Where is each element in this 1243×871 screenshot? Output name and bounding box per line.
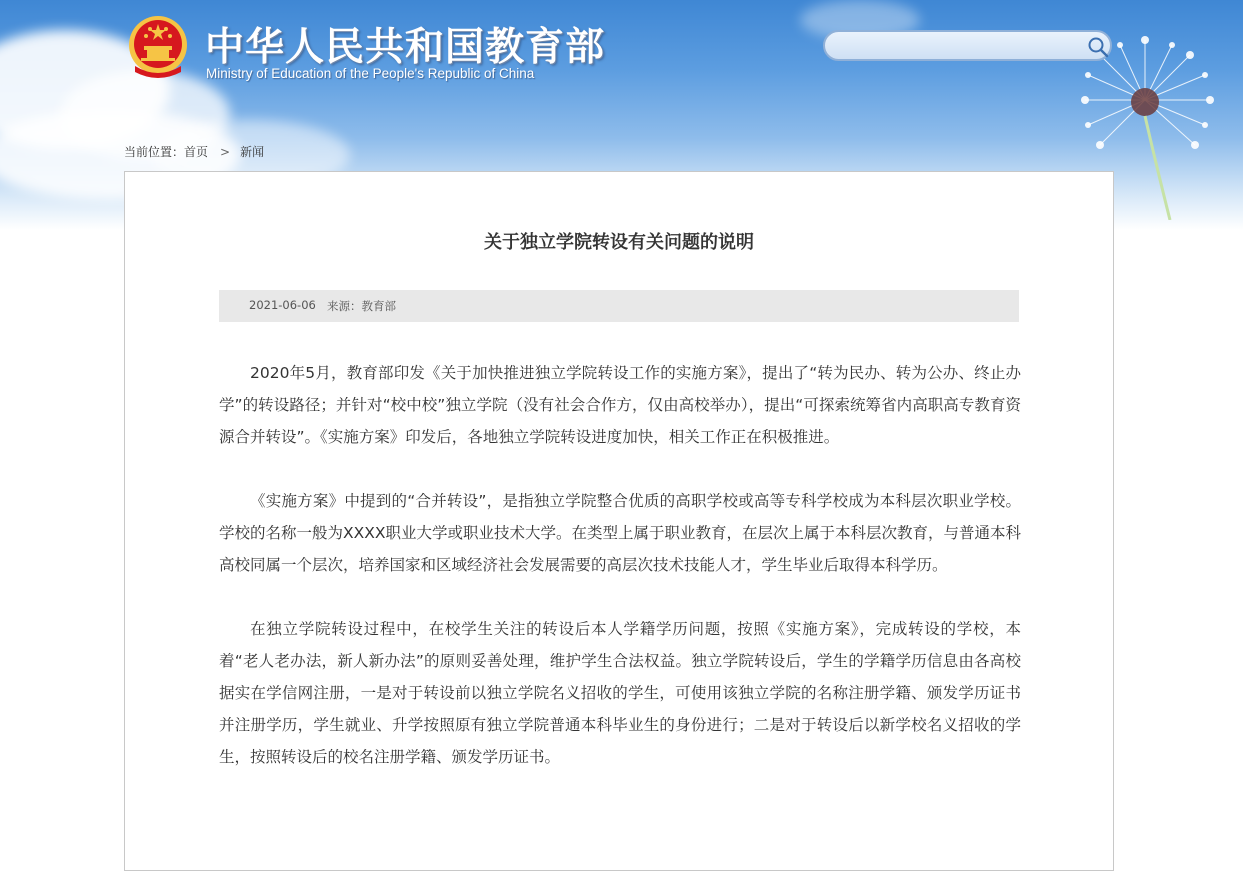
breadcrumb-news-link[interactable]: 新闻 [240, 145, 265, 159]
article-paragraph: 在独立学院转设过程中，在校学生关注的转设后本人学籍学历问题，按照《实施方案》，完成转设的学校，本着“老人老办法，新人新办法”的原则妥善处理，维护学生合法权益。独立学院转设后，学生的学籍学历信息由各高校据实在学信网注册，一是对于转设前以独立学院名义招收的学生，可使用该独立学院的名称注册学籍、颁发学历证书并注册学历，学生就业、升学按照原有独立学院普通本科毕业生的身份进行；二是对于转设后以新学校名义招收的学生，按照转设后的校名注册学籍、颁发学历证书。 [219, 620, 1021, 766]
site-title: 中华人民共和国教育部 [205, 25, 606, 70]
article-paragraph: 2020年5月，教育部印发《关于加快推进独立学院转设工作的实施方案》，提出了“转为民办、转为公办、终止办学”的转设路径；并针对“校中校”独立学院（没有社会合作方，仅由高校举办），提出“可探索统筹省内高职高专教育资源合并转设”。《实施方案》印发后，各地独立学院转设进度加快，相关工作正在积极推进。 [219, 364, 1021, 446]
site-subtitle: Ministry of Education of the People's Republic of China [206, 66, 535, 81]
search-icon[interactable] [1087, 36, 1109, 58]
breadcrumb [124, 143, 264, 160]
article-paragraph: 《实施方案》中提到的“合并转设”，是指独立学院整合优质的高职学校或高等专科学校成为本科层次职业学校。学校的名称一般为XXXX职业大学或职业技术大学。在类型上属于职业教育，在层次上属于本科层次教育，与普通本科高校同属一个层次，培养国家和区域经济社会发展需要的高层次技术技能人才，学生毕业后取得本科学历。 [219, 492, 1021, 574]
article-date: 2021-06-06 [249, 298, 316, 312]
search-box [823, 30, 1112, 61]
breadcrumb-separator: > [220, 145, 231, 159]
article-container [124, 171, 1114, 871]
article-title: 关于独立学院转设有关问题的说明 [484, 232, 754, 253]
breadcrumb-home-link[interactable]: 首页 [184, 145, 209, 159]
article-body [219, 357, 1021, 805]
search-input[interactable] [837, 36, 1091, 58]
national-emblem-icon [127, 14, 189, 80]
breadcrumb-prefix: 当前位置： [124, 145, 185, 159]
article-meta-bar [219, 290, 1019, 322]
article-source: 来源：教育部 [327, 299, 396, 313]
